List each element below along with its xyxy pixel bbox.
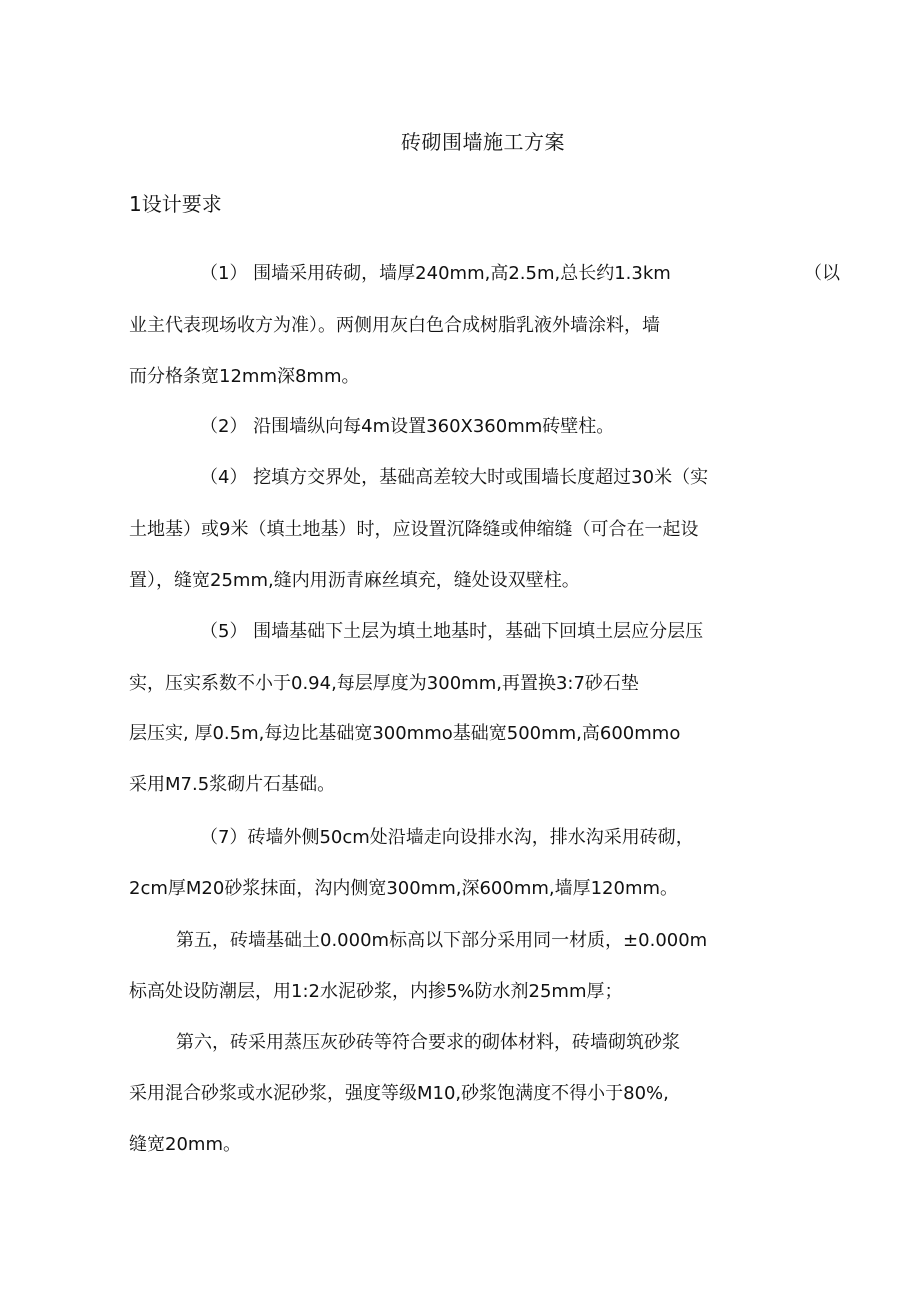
paragraph-line: 缝宽20mm。 [129,1134,241,1155]
paragraph-line: 而分格条宽12mm深8mm。 [129,366,360,387]
paragraph-line: 第五，砖墙基础土0.000m标高以下部分采用同一材质，±0.000m [176,930,708,951]
paragraph-line: （7）砖墙外侧50cm处沿墙走向设排水沟，排水沟采用砖砌， [200,827,694,848]
paragraph-line: 业主代表现场收方为准）。两侧用灰白色合成树脂乳液外墙涂料，墙 [129,315,660,336]
paragraph-line: （1） 围墙采用砖砌，墙厚240mm,高2.5m,总长约1.3km [200,263,671,284]
paragraph-line: 置），缝宽25mm,缝内用沥青麻丝填充，缝处设双壁柱。 [129,570,580,591]
paragraph-line: （2） 沿围墙纵向每4m设置360X360mm砖壁柱。 [200,416,615,437]
paragraph-line: 2cm厚M20砂浆抹面，沟内侧宽300mm,深600mm,墙厚120mm。 [129,878,679,899]
paragraph-line: 实，压实系数不小于0.94,每层厚度为300mm,再置换3:7砂石垫 [129,673,639,694]
section-heading: 1设计要求 [129,192,222,216]
paragraph-line: 采用混合砂浆或水泥砂浆，强度等级M10,砂浆饱满度不得小于80%, [129,1083,669,1104]
document-title: 砖砌围墙施工方案 [401,130,565,154]
paragraph-line: 层压实, 厚0.5m,每边比基础宽300mmo基础宽500mm,高600mmo [129,723,681,744]
paragraph-line: 标高处设防潮层，用1:2水泥砂浆，内掺5%防水剂25mm厚； [129,981,623,1002]
paragraph-line: 第六，砖采用蒸压灰砂砖等符合要求的砌体材料，砖墙砌筑砂浆 [176,1032,680,1053]
paragraph-line: （以 [804,263,840,284]
paragraph-line: （5） 围墙基础下土层为填土地基时，基础下回填土层应分层压 [200,621,704,642]
paragraph-line: （4） 挖填方交界处，基础高差较大时或围墙长度超过30米（实 [200,467,709,488]
paragraph-line: 采用M7.5浆砌片石基础。 [129,774,336,795]
paragraph-line: 土地基）或9米（填土地基）时，应设置沉降缝或伸缩缝（可合在一起设 [129,519,699,540]
